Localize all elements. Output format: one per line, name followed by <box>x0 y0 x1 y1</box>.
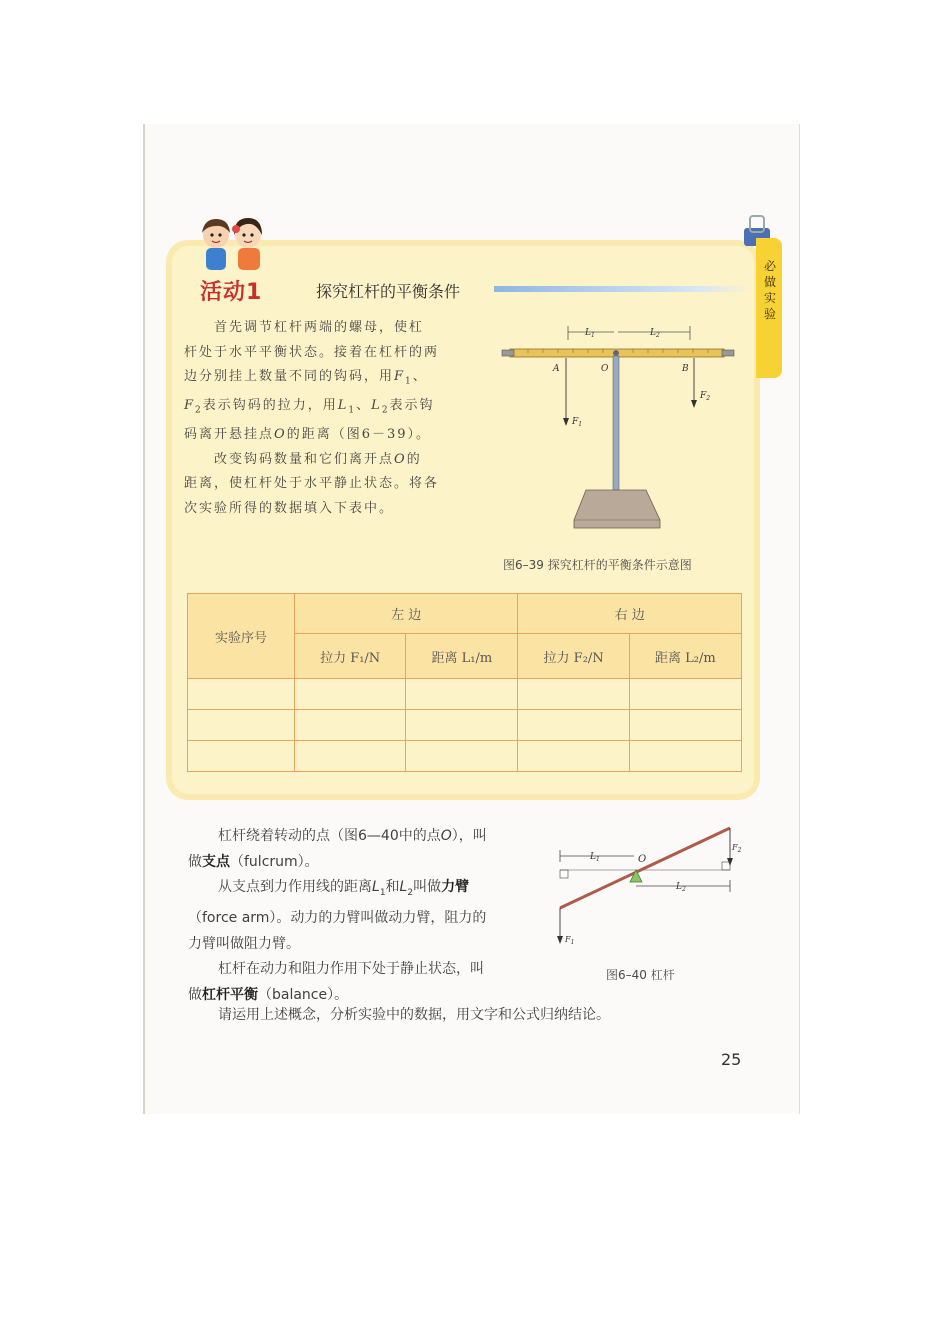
table-cell[interactable] <box>518 679 629 710</box>
l1-dimension <box>568 326 614 340</box>
concept-line: 做支点（fulcrum）。 <box>188 853 319 870</box>
required-experiment-label: 必做实验 <box>764 259 777 321</box>
table-cell[interactable] <box>629 710 741 741</box>
intro-line: 码离开悬挂点O的距离（图6－39）。 <box>184 427 432 443</box>
balance-nut-right <box>722 350 734 356</box>
table-cell[interactable] <box>295 710 406 741</box>
intro-line: 次实验所得的数据填入下表中。 <box>184 500 395 516</box>
intro-line: 距离，使杠杆处于水平静止状态。将各 <box>184 476 440 492</box>
concept-line: 做杠杆平衡（balance）。 <box>188 986 349 1003</box>
svg-text:B: B <box>682 364 689 374</box>
svg-text:O: O <box>638 854 647 865</box>
force-f2-arrow <box>691 358 710 408</box>
force-f1-arrow <box>557 908 574 946</box>
concept-line: 杠杆绕着转动的点（图6—40中的点O），叫 <box>218 828 487 844</box>
intro-line: 边分别挂上数量不同的钩码，用$F_1$、 <box>184 369 428 387</box>
table-cell[interactable] <box>295 741 406 772</box>
l2-dimension <box>618 326 690 340</box>
table-cell[interactable] <box>406 741 518 772</box>
intro-paragraph-1 <box>184 316 474 521</box>
table-row <box>188 710 742 741</box>
figure-6-39-caption: 图6–39 探究杠杆的平衡条件示意图 <box>503 558 692 572</box>
stand-base <box>574 490 660 528</box>
activity-title: 探究杠杆的平衡条件 <box>316 282 461 301</box>
table-cell[interactable] <box>295 679 406 710</box>
lever-rod <box>560 828 730 908</box>
svg-text:F2: $F_2$ <box>700 391 711 402</box>
intro-line: 杆处于水平平衡状态。接着在杠杆的两 <box>184 344 440 360</box>
table-cell[interactable] <box>188 741 295 772</box>
table-cell[interactable] <box>188 710 295 741</box>
table-cell[interactable] <box>518 741 629 772</box>
table-header-trial-number: 实验序号 <box>188 594 295 679</box>
table-row <box>188 741 742 772</box>
svg-text:F2: $F_2$ <box>732 843 742 854</box>
l1-dimension <box>560 850 634 863</box>
term-lever-balance: 杠杆平衡 <box>202 986 258 1003</box>
lever-apparatus-figure <box>498 322 738 540</box>
page-number: 25 <box>721 1050 742 1069</box>
svg-text:L2: $L_2$ <box>650 328 660 339</box>
activity-label: 活动1 <box>200 280 263 305</box>
force-f1-arrow <box>563 358 582 428</box>
table-cell[interactable] <box>518 710 629 741</box>
concept-line: 力臂叫做阻力臂。 <box>188 935 300 952</box>
concept-line: 杠杆在动力和阻力作用下处于静止状态，叫 <box>218 961 484 978</box>
table-cell[interactable] <box>406 710 518 741</box>
table-header-f1: 拉力 F₁/N <box>295 634 406 679</box>
concept-instruction: 请运用上述概念，分析实验中的数据，用文字和公式归纳结论。 <box>218 1007 610 1023</box>
title-decor-bar <box>494 286 752 292</box>
l2-dimension <box>636 880 730 893</box>
table-cell[interactable] <box>188 679 295 710</box>
table-header-f2: 拉力 F₂/N <box>518 634 629 679</box>
concept-line: 从支点到力作用线的距离$L_1$和$L_2$叫做力臂 <box>218 879 470 898</box>
concept-paragraphs <box>188 824 538 1008</box>
force-f2-arrow <box>727 828 742 866</box>
table-cell[interactable] <box>629 679 741 710</box>
term-force-arm: 力臂 <box>441 879 470 895</box>
table-header-left: 左 边 <box>295 594 518 634</box>
svg-text:A: A <box>553 364 560 374</box>
figure-6-40-caption: 图6–40 杠杆 <box>606 968 675 982</box>
experiment-data-table <box>187 593 742 772</box>
support-rod <box>613 356 619 490</box>
svg-text:L1: $L_1$ <box>590 852 600 863</box>
svg-text:F1: $F_1$ <box>565 935 575 946</box>
lever-diagram-figure <box>552 826 742 950</box>
svg-text:L2: $L_2$ <box>676 882 686 893</box>
table-header-l2: 距离 L₂/m <box>629 634 741 679</box>
table-row <box>188 679 742 710</box>
svg-text:F1: $F_1$ <box>572 417 583 428</box>
svg-text:O: O <box>601 364 609 374</box>
balance-nut-left <box>502 350 514 356</box>
term-fulcrum: 支点 <box>202 853 230 870</box>
svg-text:L1: $L_1$ <box>585 328 595 339</box>
table-cell[interactable] <box>629 741 741 772</box>
intro-line: 首先调节杠杆两端的螺母，使杠 <box>214 320 425 335</box>
cartoon-students-illustration <box>196 213 272 271</box>
table-header-l1: 距离 L₁/m <box>406 634 518 679</box>
intro-line: 改变钩码数量和它们离开点O的 <box>214 451 422 467</box>
table-header-right: 右 边 <box>518 594 742 634</box>
table-cell[interactable] <box>406 679 518 710</box>
concept-line: （force arm）。动力的力臂叫做动力臂，阻力的 <box>188 910 487 927</box>
intro-line: $F_2$表示钩码的拉力，用$L_1$、$L_2$表示钩 <box>184 398 435 416</box>
